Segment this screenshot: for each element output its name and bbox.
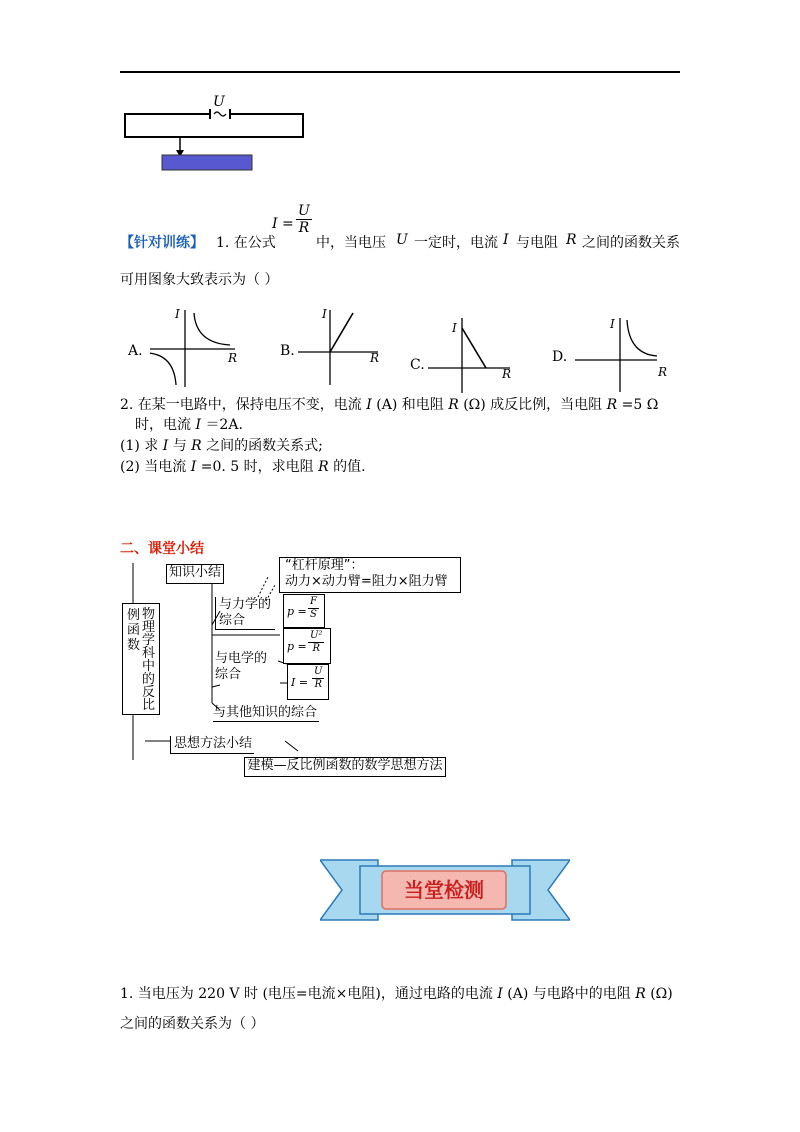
test-q1-line1 xyxy=(120,983,673,1003)
option-a-axis-y: I xyxy=(175,307,180,321)
summary-heading: 二、课堂小结 xyxy=(120,541,204,557)
q2-sub1-i: I xyxy=(162,438,169,454)
pfs-frac xyxy=(308,597,319,620)
option-graphs xyxy=(120,305,680,390)
q2-text-a: 2. 在某一电路中，保持电压不变，电流 xyxy=(120,397,362,413)
pur-frac xyxy=(308,631,324,654)
q2-sub2 xyxy=(120,456,366,476)
formula-num: U xyxy=(298,203,310,219)
q2-var-i: I xyxy=(366,397,372,413)
pur-box xyxy=(283,628,331,664)
q2-text-b: (A) 和电阻 xyxy=(376,397,444,413)
circuit-voltage-label: U xyxy=(213,94,225,110)
q1-mid3: 与电阻 xyxy=(516,235,558,251)
root-text-b: 物理学科中的反比 xyxy=(142,607,156,713)
option-a-graph xyxy=(150,305,240,390)
option-b-graph xyxy=(298,305,383,390)
q2-sub1-c: 之间的函数关系式; xyxy=(206,438,323,454)
formula-fraction xyxy=(296,204,312,235)
iur-den: R xyxy=(314,679,322,690)
pfs-num: F xyxy=(310,596,317,607)
header-rule xyxy=(120,71,680,73)
test-q1-i: I xyxy=(497,986,503,1002)
var-i: I xyxy=(503,232,509,248)
iur-box xyxy=(287,664,329,700)
q2-text-d: =5 Ω xyxy=(621,397,659,413)
q2-line1 xyxy=(120,394,658,414)
pfs-lhs: p = xyxy=(287,605,307,618)
option-d-axis-y: I xyxy=(610,317,615,331)
pfs-box xyxy=(283,594,325,628)
iur-frac xyxy=(312,667,324,690)
q2-sub1-b: 与 xyxy=(172,438,187,454)
q2-line2 xyxy=(135,414,243,434)
option-a-axis-x: R xyxy=(228,351,238,365)
modeling-box: 建模—反比例函数的数学思想方法 xyxy=(244,757,446,777)
knowledge-box: 知识小结 xyxy=(166,564,224,584)
root-text-a: 例函数 xyxy=(127,608,141,653)
option-d-axis-x: R xyxy=(658,365,668,379)
lever-formula: 动力×动力臂=阻力×阻力臂 xyxy=(285,574,448,589)
root-box xyxy=(122,603,160,715)
test-q1-a: 1. 当电压为 220 V 时 (电压=电流×电阻)，通过电路的电流 xyxy=(120,986,493,1002)
option-b-axis-y: I xyxy=(322,307,327,321)
test-q1-c: (Ω) xyxy=(650,986,673,1002)
option-c-graph xyxy=(428,313,518,393)
option-b-axis-x: R xyxy=(370,351,380,365)
pur-lhs: p = xyxy=(287,640,307,653)
q2-sub2-i: I xyxy=(190,459,197,475)
option-c-axis-x: R xyxy=(502,367,512,381)
test-q1-line2: 之间的函数关系为（ ） xyxy=(120,1016,265,1032)
formula-den: R xyxy=(298,220,310,236)
elec-node: 与电学的综合 xyxy=(215,651,268,682)
q2-var-r: R xyxy=(448,397,459,413)
q1-mid: 中，当电压 xyxy=(316,235,386,251)
q1-end: 之间的函数关系 xyxy=(582,235,680,251)
test-q1-r: R xyxy=(635,986,646,1002)
iur-num: U xyxy=(314,666,323,677)
q2-line2-i: I xyxy=(195,417,201,433)
pfs-den: S xyxy=(310,609,317,620)
other-node: 与其他知识的综合 xyxy=(213,705,318,720)
method-node: 思想方法小结 xyxy=(170,736,254,754)
formula-lhs: I = xyxy=(272,216,294,232)
iur-lhs: I = xyxy=(291,676,309,689)
q2-sub1 xyxy=(120,435,323,455)
q2-sub2-c: 的值. xyxy=(333,459,366,475)
q2-sub2-b: =0. 5 时，求电阻 xyxy=(200,459,314,475)
q1-mid2: 一定时，电流 xyxy=(414,235,498,251)
test-q1-b: (A) 与电路中的电阻 xyxy=(507,986,631,1002)
option-c-label[interactable]: C. xyxy=(410,357,425,373)
lever-box xyxy=(279,557,461,593)
var-r: R xyxy=(566,232,577,248)
banner-text: 当堂检测 xyxy=(404,878,484,902)
q2-sub1-a: (1) 求 xyxy=(120,438,159,454)
q2-sub2-a: (2) 当电流 xyxy=(120,459,187,475)
var-u: U xyxy=(396,232,408,248)
q1-prefix: 1. 在公式 xyxy=(216,235,276,251)
lever-title: “杠杆原理”： xyxy=(285,558,364,573)
q1-line2: 可用图象大致表示为（ ） xyxy=(120,272,279,288)
option-d-graph xyxy=(575,310,668,395)
q2-var-r2: R xyxy=(606,397,618,413)
option-d-label[interactable]: D. xyxy=(552,349,568,365)
option-c-axis-y: I xyxy=(452,321,457,335)
mech-node: 与力学的综合 xyxy=(215,597,275,630)
q2-line2-b: ＝2A. xyxy=(205,417,243,433)
pur-den: R xyxy=(312,643,320,654)
q2-line2-a: 时，电流 xyxy=(135,417,191,433)
training-tag: 【针对训练】 xyxy=(120,235,204,251)
option-a-label[interactable]: A. xyxy=(128,343,143,359)
q2-sub2-r: R xyxy=(318,459,329,475)
q2-sub1-r: R xyxy=(191,438,202,454)
q2-text-c: (Ω) 成反比例，当电阻 xyxy=(463,397,603,413)
pur-num: U² xyxy=(310,630,323,641)
option-b-label[interactable]: B. xyxy=(280,343,295,359)
